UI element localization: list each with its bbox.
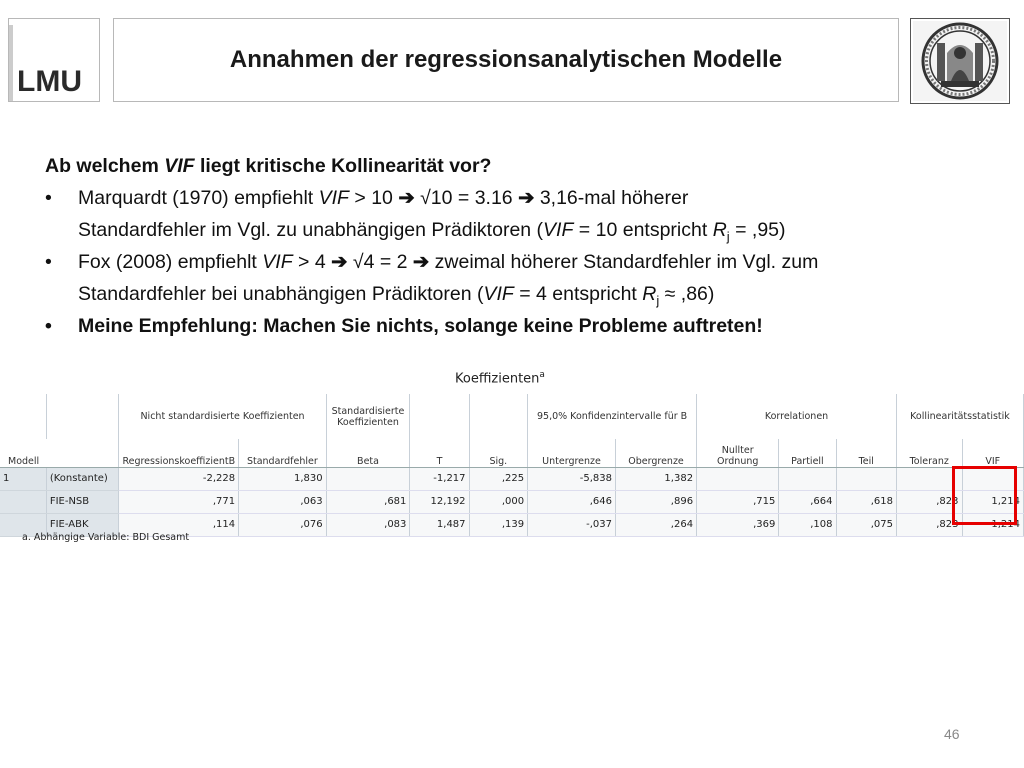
lmu-logo-text: LMU [17, 65, 82, 98]
table-row: FIE-NSB ,771 ,063 ,681 12,192 ,000 ,646 ,896 ,715 ,664 ,618 ,823 1,214 [0, 490, 1024, 513]
lmu-logo-graphic [9, 19, 101, 103]
table-group-header-row [0, 394, 1024, 439]
page-title: Annahmen der regressionsanalytischen Modelle [229, 46, 783, 73]
header-ober: Obergrenze [615, 439, 696, 467]
bullet-fox: • Fox (2008) empfiehlt VIF > 4 ➔ √4 = 2 ➔ zweimal höherer Standardfehler im Vgl. zum Standardfehler bei unabhängigen Prädiktoren (VIF = 4 entspricht $R_j \approx ,86$) [45, 251, 819, 308]
header-toleranz: Toleranz [896, 439, 962, 467]
header-vif: VIF [962, 439, 1023, 467]
lmu-logo [8, 18, 100, 102]
header-unter: Untergrenze [528, 439, 616, 467]
table-column-header-row [0, 439, 1024, 467]
header-b: RegressionskoeffizientB [119, 439, 239, 467]
arrow-icon: ➔ [331, 251, 348, 273]
header-se: Standardfehler [239, 439, 327, 467]
slide-question: Ab welchem VIF liegt kritische Kollinearität vor? [45, 155, 492, 177]
slide-content [45, 150, 1005, 342]
page-number: 46 [944, 726, 960, 742]
header-konf: 95,0% Konfidenzintervalle für B [528, 394, 697, 439]
header-teil: Teil [836, 439, 896, 467]
header-modell: Modell [0, 439, 119, 467]
header-nicht-std: Nicht standardisierte Koeffizienten [119, 394, 326, 439]
arrow-icon: ➔ [412, 251, 430, 273]
arrow-icon: ➔ [518, 187, 535, 209]
header-partiell: Partiell [779, 439, 836, 467]
header-korr: Korrelationen [697, 394, 897, 439]
bullet-recommendation: • Meine Empfehlung: Machen Sie nichts, solange keine Probleme auftreten! [45, 315, 763, 337]
table-footnote: a. Abhängige Variable: BDI Gesamt [22, 532, 190, 543]
header-t: T [410, 439, 469, 467]
title-box [113, 18, 899, 102]
header-sig: Sig. [469, 439, 528, 467]
vif-highlight-box [952, 466, 1017, 525]
seal-icon [911, 19, 1009, 103]
bullet-marquardt: • Marquardt (1970) empfiehlt VIF > 10 ➔ √10 = 3.16 ➔ 3,16-mal höherer Standardfehler im Vgl. zu unabhängigen Prädiktoren (VIF = 10 entspricht $R_j = ,95$) [45, 187, 786, 244]
university-seal [910, 18, 1010, 104]
coefficients-table [0, 394, 1024, 537]
table-title: Koeffizienten$^a$ [455, 370, 545, 387]
table-row: FIE-ABK ,114 ,076 ,083 1,487 ,139 -,037 ,264 ,369 ,108 ,075 ,823 1,214 [0, 513, 1024, 536]
header-nullter: Nullter Ordnung [697, 439, 779, 467]
header-koll: Kollinearitätsstatistik [896, 394, 1023, 439]
header-beta: Beta [326, 439, 410, 467]
header-std: Standardisierte Koeffizienten [326, 394, 410, 439]
arrow-icon: ➔ [398, 187, 415, 209]
table-row: 1 (Konstante) -2,228 1,830 -1,217 ,225 -5,838 1,382 [0, 467, 1024, 490]
